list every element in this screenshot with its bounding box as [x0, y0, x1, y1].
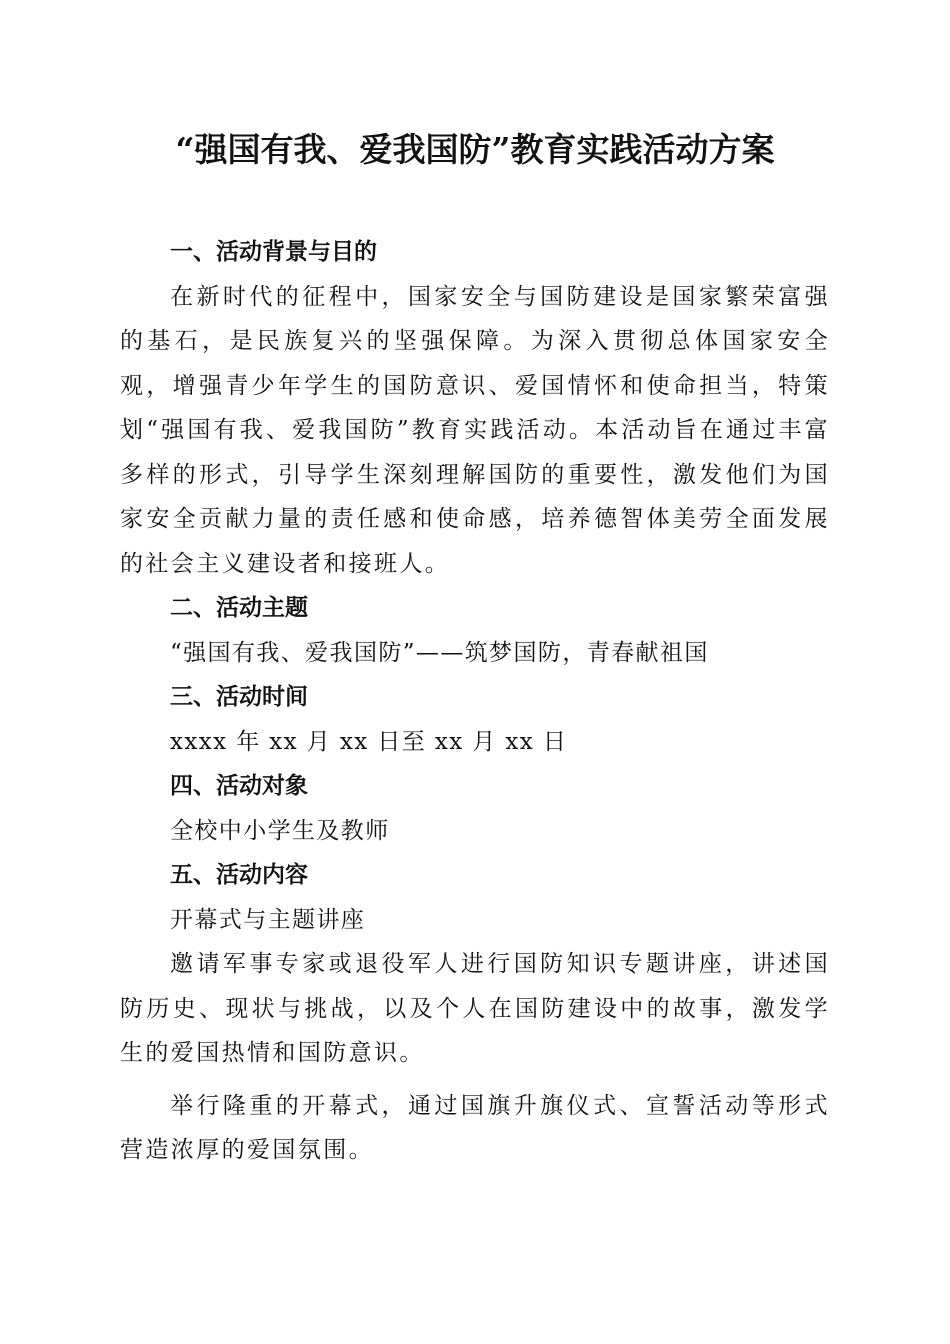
section-heading-audience: 四、活动对象: [170, 773, 308, 799]
theme-text: “强国有我、爱我国防”——筑梦国防，青春献祖国: [170, 639, 709, 666]
content-subheading: 开幕式与主题讲座: [170, 906, 366, 933]
time-text: xxxx 年 xx 月 xx 日至 xx 月 xx 日: [170, 728, 568, 755]
document-title: “强国有我、爱我国防”教育实践活动方案: [175, 130, 775, 169]
section-heading-theme: 二、活动主题: [170, 595, 308, 621]
background-paragraph: 在新时代的征程中，国家安全与国防建设是国家繁荣富强的基石，是民族复兴的坚强保障。为深入贯彻总体国家安全观，增强青少年学生的国防意识、爱国情怀和使命担当，特策划“强国有我、爱我国防”教育实践活动。本活动旨在通过丰富多样的形式，引导学生深刻理解国防的重要性，激发他们为国家安全贡献力量的责任感和使命感，培养德智体美劳全面发展的社会主义建设者和接班人。: [120, 283, 830, 577]
section-heading-background: 一、活动背景与目的: [170, 239, 377, 265]
opening-ceremony-paragraph: 举行隆重的开幕式，通过国旗升旗仪式、宣誓活动等形式营造浓厚的爱国氛围。: [120, 1092, 830, 1163]
audience-text: 全校中小学生及教师: [170, 817, 390, 844]
lecture-paragraph: 邀请军事专家或退役军人进行国防知识专题讲座，讲述国防历史、现状与挑战，以及个人在国防建设中的故事，激发学生的爱国热情和国防意识。: [120, 951, 830, 1066]
section-heading-content: 五、活动内容: [170, 862, 308, 888]
section-heading-time: 三、活动时间: [170, 684, 308, 710]
document-body: [120, 230, 830, 1173]
paragraph-spacer: [120, 1076, 830, 1084]
